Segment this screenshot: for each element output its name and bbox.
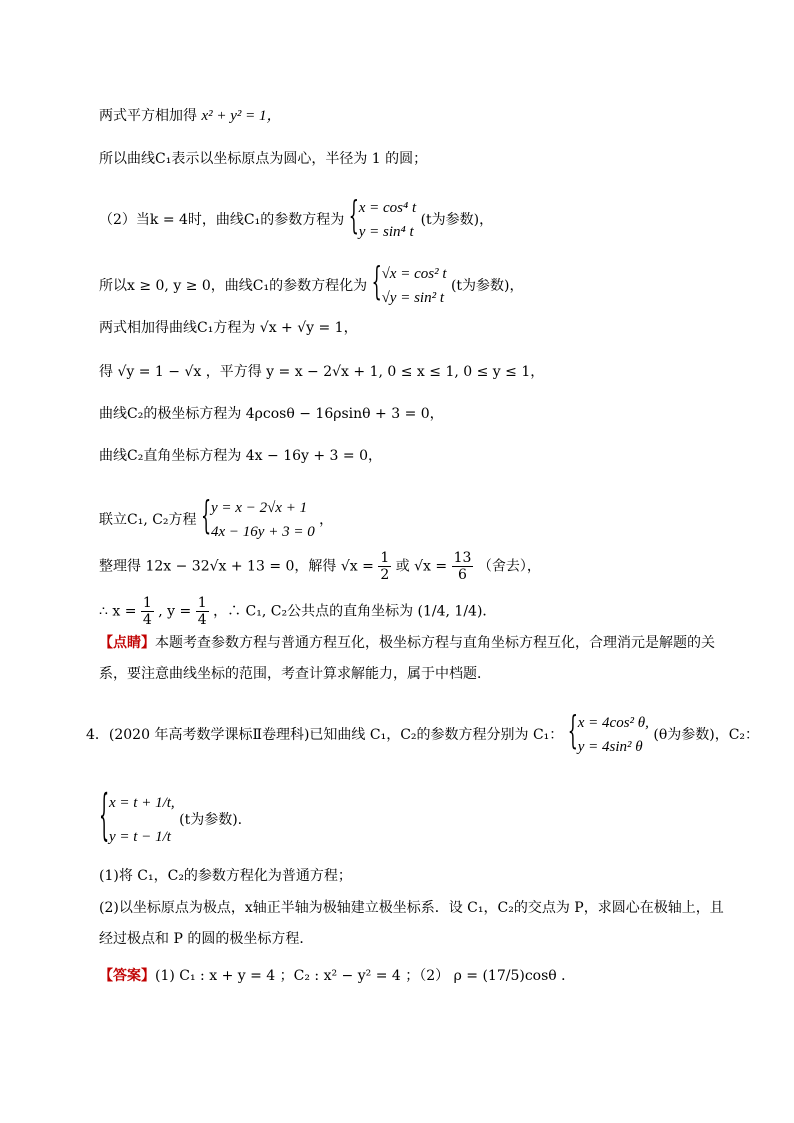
- line-9-pre: 联立C₁, C₂方程: [99, 512, 197, 528]
- answer-text: (1) C₁ : x + y = 4 ；C₂ : x² − y² = 4 ；（2） ρ = (17/5)cosθ ．: [155, 968, 576, 984]
- line-1-text: 两式平方相加得: [99, 108, 197, 124]
- q4-eq1: x = 4cos² θ,: [577, 715, 649, 731]
- answer-tag: 【答案】: [99, 968, 155, 984]
- line-11: [99, 595, 496, 628]
- line-10-post: （舍去），: [477, 558, 541, 575]
- line-4-eq2: √y = sin² t: [381, 290, 444, 306]
- line-3-eq1: x = cos⁴ t: [358, 200, 417, 216]
- line-4-post: (t为参数)，: [450, 278, 524, 294]
- line-11-pre: ∴ x =: [99, 603, 137, 620]
- line-5: 两式相加得曲线C₁方程为 √x + √y = 1，: [99, 320, 358, 336]
- question-4-post: (θ为参数)，C₂：: [653, 727, 760, 743]
- line-12: [99, 633, 715, 653]
- frac-10b: $\frac{13}{6}$: [453, 550, 472, 583]
- line-2: 所以曲线C₁表示以坐标原点为圆心，半径为 1 的圆；: [99, 151, 428, 167]
- line-10-pre: 整理得 12x − 32√x + 13 = 0，解得 √x =: [99, 558, 374, 575]
- line-1-math: x² + y² = 1，: [201, 108, 282, 124]
- line-11-mid: , y =: [158, 603, 192, 620]
- frac-11b: $\frac{1}{4}$: [197, 595, 207, 628]
- brace-3: { x = cos⁴ t y = sin⁴ t: [349, 196, 416, 244]
- q4-eq2: y = 4sin² θ: [577, 739, 643, 755]
- line-9-eq2: 4x − 16y + 3 = 0: [211, 524, 315, 540]
- question-4: [86, 707, 760, 759]
- line-9: [99, 492, 334, 544]
- line-3-eq2: y = sin⁴ t: [358, 224, 414, 240]
- line-6: 得 √y = 1 − √x ，平方得 y = x − 2√x + 1, 0 ≤ x ≤ 1, 0 ≤ y ≤ 1，: [99, 364, 545, 380]
- line-13: 系，要注意曲线坐标的范围，考查计算求解能力，属于中档题．: [99, 666, 491, 682]
- brace-9: { y = x − 2√x + 1 4x − 16y + 3 = 0: [201, 496, 315, 544]
- line-3-pre: （2）当k = 4时，曲线C₁的参数方程为: [99, 212, 345, 228]
- line-10-mid: 或 √x =: [395, 558, 448, 575]
- question-4-part1: (1)将 C₁，C₂的参数方程化为普通方程；: [99, 868, 352, 884]
- line-1: [99, 106, 282, 126]
- question-4b-post: (t为参数).: [179, 812, 243, 828]
- line-7: 曲线C₂的极坐标方程为 4ρcosθ − 16ρsinθ + 3 = 0，: [99, 406, 444, 422]
- line-4-pre: 所以x ≥ 0, y ≥ 0，曲线C₁的参数方程化为: [99, 278, 368, 294]
- question-4-c2: [99, 782, 243, 854]
- brace-4: { √x = cos² t √y = sin² t: [372, 262, 447, 310]
- line-4: [99, 258, 524, 310]
- line-4-eq1: √x = cos² t: [381, 266, 447, 282]
- line-10: [99, 550, 541, 583]
- dianjing-tag: 【点睛】: [99, 635, 155, 651]
- line-8: 曲线C₂直角坐标方程为 4x − 16y + 3 = 0，: [99, 448, 383, 464]
- line-3: [99, 192, 494, 244]
- brace-q4b: { x = t + 1/t, y = t − 1/t: [99, 786, 175, 854]
- frac-11a: $\frac{1}{4}$: [142, 595, 152, 628]
- line-9-post: ，: [319, 512, 334, 528]
- answer-line: [99, 966, 575, 986]
- question-4-part3: 经过极点和 P 的圆的极坐标方程．: [99, 931, 314, 947]
- brace-q4: { x = 4cos² θ, y = 4sin² θ: [568, 711, 649, 759]
- question-4-part2: (2)以坐标原点为极点，x轴正半轴为极轴建立极坐标系．设 C₁，C₂的交点为 P，求圆心在极轴上，且: [99, 900, 724, 916]
- q4b-eq1: x = t + 1/t,: [109, 795, 175, 811]
- line-12-text: 本题考查参数方程与普通方程互化，极坐标方程与直角坐标方程互化，合理消元是解题的关: [155, 635, 715, 651]
- question-4-pre: 4．(2020 年高考数学课标Ⅱ卷理科)已知曲线 C₁，C₂的参数方程分别为 C₁：: [86, 727, 564, 743]
- line-3-post: (t为参数)，: [420, 212, 494, 228]
- q4b-eq2: y = t − 1/t: [109, 829, 171, 845]
- line-9-eq1: y = x − 2√x + 1: [211, 500, 308, 516]
- line-11-post: ，∴ C₁, C₂公共点的直角坐标为 (1/4, 1/4)．: [213, 603, 497, 620]
- frac-10a: $\frac{1}{2}$: [380, 550, 390, 583]
